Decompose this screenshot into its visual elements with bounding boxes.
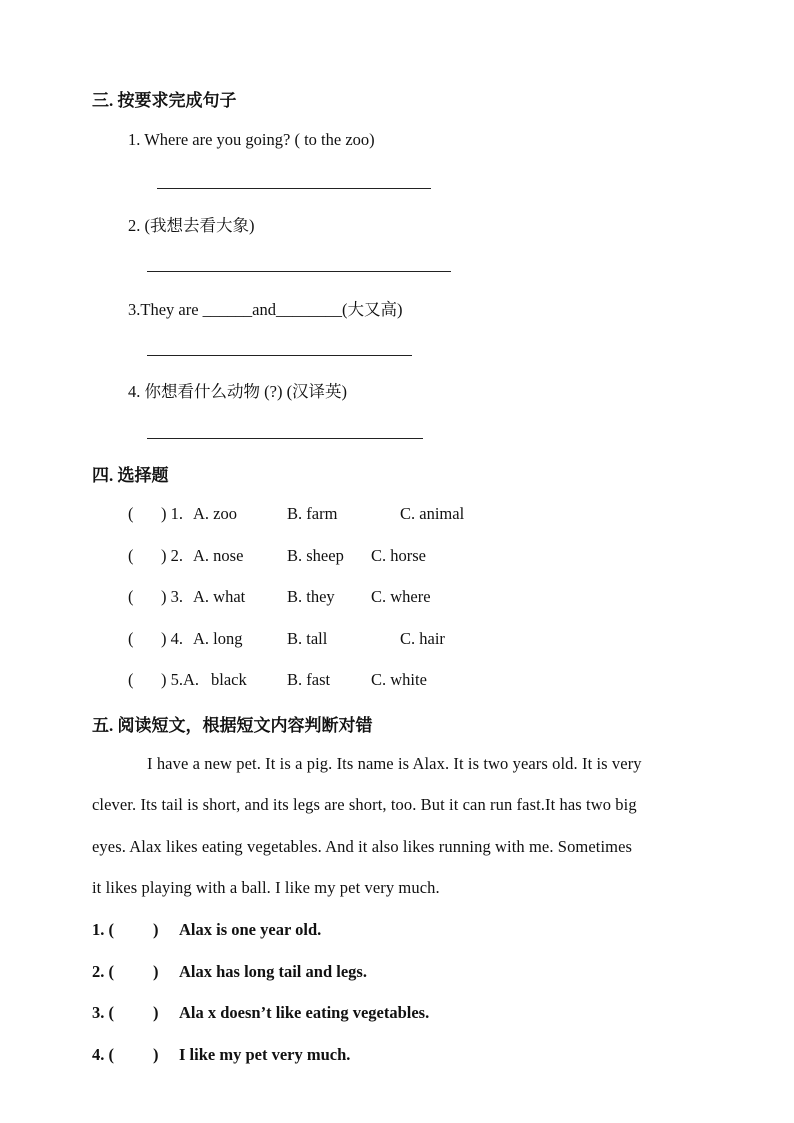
answer-line-3-1[interactable]	[157, 188, 431, 189]
question-3-1: 1. Where are you going? ( to the zoo)	[128, 130, 375, 149]
choice-option-c: C. where	[371, 587, 431, 606]
judge-statement: I like my pet very much.	[179, 1045, 351, 1064]
judge-number[interactable]: 2. (	[92, 962, 114, 981]
question-3-2: 2. (我想去看大象)	[128, 216, 255, 235]
question-3-4: 4. 你想看什么动物 (?) (汉译英)	[128, 382, 348, 401]
passage-line: clever. Its tail is short, and its legs are short, too. But it can run fast.It has two big	[92, 795, 637, 814]
choice-option-b: B. sheep	[287, 546, 344, 565]
answer-line-3-2[interactable]	[147, 271, 451, 272]
choice-paren[interactable]: (	[128, 587, 134, 606]
choice-option-c: C. hair	[400, 629, 445, 648]
passage-line: I have a new pet. It is a pig. Its name is Alax. It is two years old. It is very	[147, 754, 642, 773]
judge-statement: Ala x doesn’t like eating vegetables.	[179, 1003, 430, 1022]
answer-line-3-3[interactable]	[147, 355, 412, 356]
judge-close-paren: )	[153, 1045, 159, 1064]
section-5-heading: 五. 阅读短文，根据短文内容判断对错	[92, 716, 373, 735]
judge-statement: Alax has long tail and legs.	[179, 962, 367, 981]
answer-line-3-4[interactable]	[147, 438, 423, 439]
choice-number: ) 1.	[161, 504, 183, 523]
section-4-heading: 四. 选择题	[92, 466, 169, 485]
choice-paren[interactable]: (	[128, 546, 134, 565]
choice-option-a: A. nose	[193, 546, 244, 565]
passage-line: it likes playing with a ball. I like my pet very much.	[92, 878, 440, 897]
choice-number: ) 5.A.	[161, 670, 200, 689]
section-3-heading: 三. 按要求完成句子	[92, 91, 237, 110]
choice-option-c: C. animal	[400, 504, 465, 523]
choice-option-b: B. fast	[287, 670, 331, 689]
choice-option-a: A. zoo	[193, 504, 237, 523]
judge-close-paren: )	[153, 1003, 159, 1022]
judge-close-paren: )	[153, 920, 159, 939]
choice-option-c: C. horse	[371, 546, 426, 565]
judge-statement: Alax is one year old.	[179, 920, 322, 939]
passage-line: eyes. Alax likes eating vegetables. And it also likes running with me. Sometimes	[92, 837, 633, 856]
choice-number: ) 2.	[161, 546, 183, 565]
choice-option-b: B. farm	[287, 504, 338, 523]
choice-option-a: A. long	[193, 629, 243, 648]
choice-paren[interactable]: (	[128, 504, 134, 523]
choice-option-b: B. they	[287, 587, 335, 606]
choice-paren[interactable]: (	[128, 629, 134, 648]
choice-option-a: A. what	[193, 587, 246, 606]
choice-paren[interactable]: (	[128, 670, 134, 689]
judge-number[interactable]: 4. (	[92, 1045, 114, 1064]
choice-number: ) 3.	[161, 587, 183, 606]
choice-option-c: C. white	[371, 670, 427, 689]
choice-number: ) 4.	[161, 629, 183, 648]
judge-number[interactable]: 1. (	[92, 920, 114, 939]
judge-number[interactable]: 3. (	[92, 1003, 114, 1022]
question-3-3: 3.They are ______and________(大又高)	[128, 300, 403, 319]
judge-close-paren: )	[153, 962, 159, 981]
choice-option-b: B. tall	[287, 629, 328, 648]
choice-option-a: black	[211, 670, 247, 689]
